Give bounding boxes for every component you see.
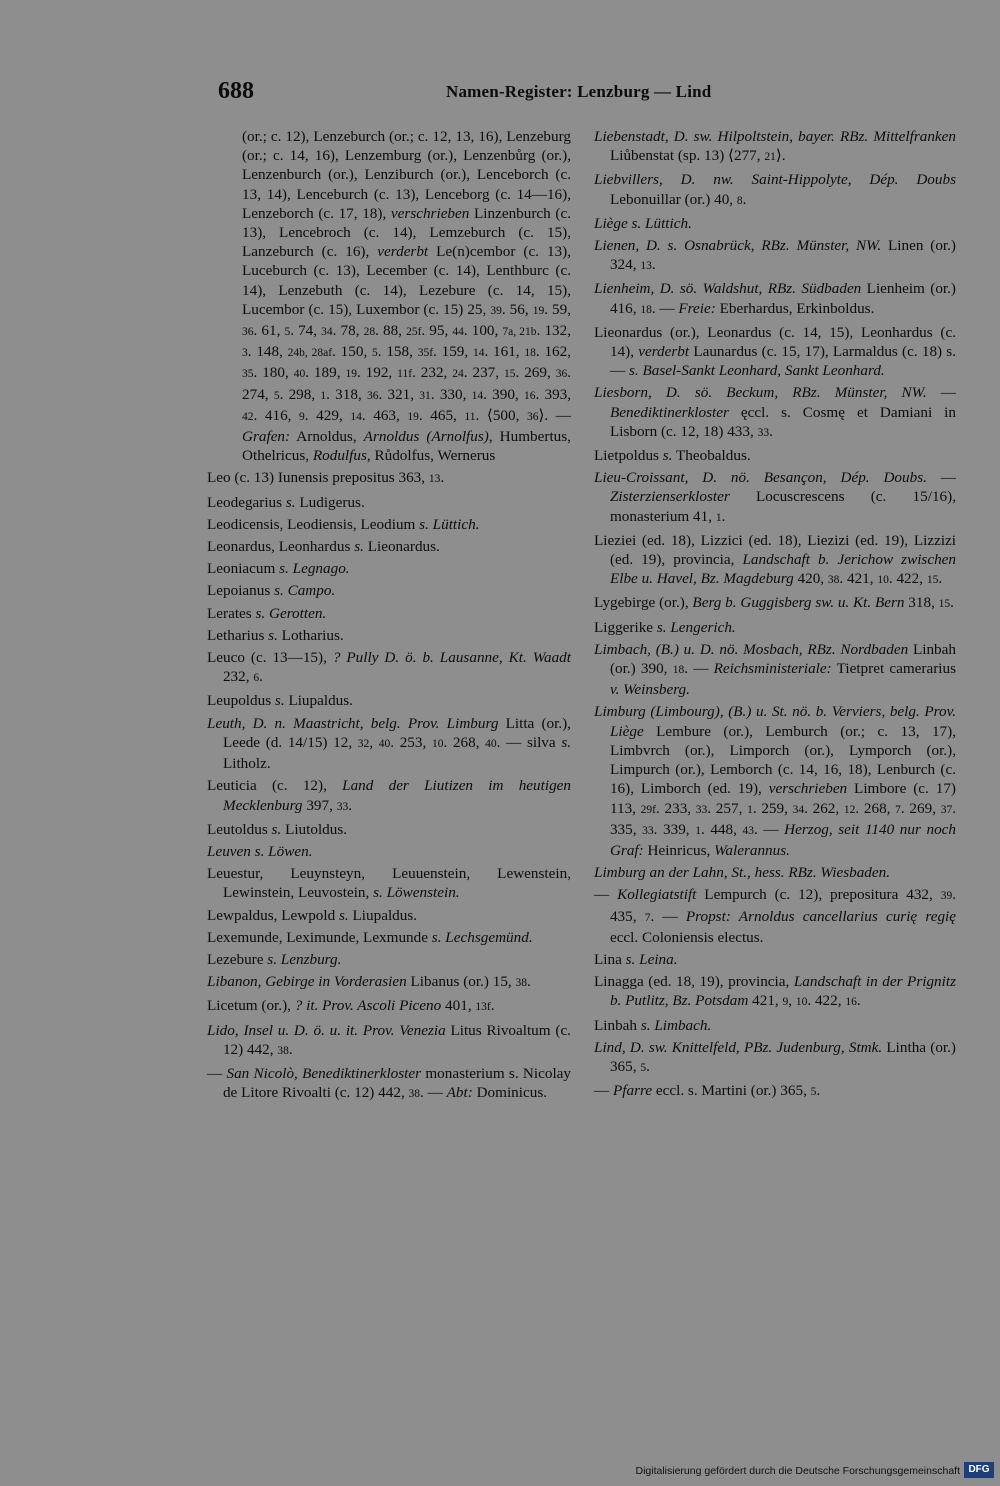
right-column [594,127,956,1105]
index-entry: Lygebirge (or.), Berg b. Guggisberg sw. u. Kt. Bern 318, 15. [594,594,954,612]
index-entry: Leuth, D. n. Maastricht, belg. Prov. Limburg Litta (or.), Leede (d. 14/15) 12, 32, 40. 253, 10. 268, 40. — silva s. Litholz. [207,714,572,773]
index-entry: Lienen, D. s. Osnabrück, RBz. Münster, NW. Linen (or.) 324, 13. [594,237,956,274]
index-entry: Leuticia (c. 12), Land der Liutizen im heutigen Mecklenburg 397, 33. [207,777,571,814]
footer-credit: Digitalisierung gefördert durch die Deutsche Forschungsgemeinschaft [635,1465,960,1477]
index-entry: Leodicensis, Leodiensis, Leodium s. Lüttich. [207,515,480,533]
index-entry: Liebenstadt, D. sw. Hilpoltstein, bayer. RBz. Mittelfranken Liůbenstat (sp. 13) ⟨277, 21⟩. [594,128,956,165]
index-entry: Liebvillers, D. nw. Saint-Hippolyte, Dép. Doubs Lebonuillar (or.) 40, 8. [594,171,956,208]
index-entry: Liggerike s. Lengerich. [594,618,736,636]
index-entry: Leoniacum s. Legnago. [207,560,350,578]
index-entry: Lieonardus (or.), Leonardus (c. 14, 15), Leonhardus (c. 14), verderbt Launardus (c. 15, 17), Larmaldus (c. 18) s. — s. Basel-Sankt Leonhard, Sankt Leonhard. [594,323,957,380]
index-entry: Leuco (c. 13—15), ? Pully D. ö. b. Lausanne, Kt. Waadt 232, 6. [207,649,571,686]
index-entry: Lienheim, D. sö. Waldshut, RBz. Südbaden Lienheim (or.) 416, 18. — Freie: Eberhardus, Erkinboldus. [594,280,956,317]
index-entry: Liège s. Lüttich. [594,214,692,232]
footer [0,1462,1000,1482]
index-entry: Lexemunde, Leximunde, Lexmunde s. Lechsgemünd. [207,928,533,946]
index-entry: — San Nicolò, Benediktinerkloster monasterium s. Nicolay de Litore Rivoalti (c. 12) 442, 38. — Abt: Dominicus. [207,1064,571,1102]
index-entry: — Kollegiatstift Lempurch (c. 12), prepositura 432, 39. 435, 7. — Propst: Arnoldus cancellarius curię regię eccl. Coloniensis electus. [594,886,957,946]
index-entry: Liesborn, D. sö. Beckum, RBz. Münster, NW. — Benediktinerkloster ęccl. s. Cosmę et Damiani in Lisborn (c. 12, 18) 433, 33. [594,384,956,440]
index-entry: Licetum (or.), ? it. Prov. Ascoli Piceno 401, 13f. [207,997,495,1015]
index-entry: Leuven s. Löwen. [207,842,313,860]
running-head: Namen-Register: Lenzburg — Lind [446,82,712,101]
page-number: 688 [218,78,254,104]
index-entry: Lina s. Leina. [594,950,678,968]
index-entry: Lieziei (ed. 18), Lizzici (ed. 18), Liezizi (ed. 19), Lizzizi (ed. 19), provincia, Landschaft b. Jerichow zwischen Elbe u. Havel, Bz. Magdeburg 420, 38. 421, 10. 422, 15. [594,531,956,588]
dfg-logo-icon: DFG [964,1462,994,1478]
index-entry: Limburg (Limbourg), (B.) u. St. nö. b. Verviers, belg. Prov. Liège Lembure (or.), Lemburch (or.; c. 13, 17), Limbvrch (or.), Limporch (or.), Lymporch (or.), Limpurch (or.), Lemborch (c. 14, 16, 18), Lenburch (c. 16), Limborch (ed. 19), verschrieben Limbore (c. 17) 113, 29f. 233, 33. 257, 1. 259, 34. 262, 12. 268, 7. 269, 37. 335, 33. 339, 1. 448, 43. — Herzog, seit 1140 nur noch Graf: Heinricus, Walerannus. [594,703,957,859]
index-entry: Linbah s. Limbach. [594,1016,712,1034]
index-entry: Leuestur, Leuynsteyn, Leuuenstein, Lewenstein, Lewinstein, Leuvostein, s. Löwenstein. [207,865,571,902]
page-header [0,78,1000,108]
index-entry: — Pfarre eccl. s. Martini (or.) 365, 5. [594,1082,821,1100]
index-entry: Leo (c. 13) Iunensis prepositus 363, 13. [207,469,445,487]
index-entry: Lepoianus s. Campo. [207,582,336,600]
index-entry: Lido, Insel u. D. ö. u. it. Prov. Venezia Litus Rivoaltum (c. 12) 442, 38. [207,1021,571,1058]
index-entry: Lind, D. sw. Knittelfeld, PBz. Judenburg, Stmk. Lintha (or.) 365, 5. [594,1038,956,1075]
index-entry: Lieu-Croissant, D. nö. Besançon, Dép. Doubs. — Zisterzienserkloster Locuscrescens (c. 15/16), monasterium 41, 1. [594,469,956,525]
index-entry: Letharius s. Lotharius. [207,626,344,644]
index-entry: Limbach, (B.) u. D. nö. Mosbach, RBz. Nordbaden Linbah (or.) 390, 18. — Reichsministeriale: Tietpret camerarius v. Weinsberg. [594,640,956,699]
index-entry: (or.; c. 12), Lenzeburch (or.; c. 12, 13, 16), Lenzeburg (or.; c. 14, 16), Lenzemburg (or.), Lenzenbůrg (or.), Lenzenburch (or.), Lenziburch (or.), Lenceborch (c. 13, 14), Lenceburch (c. 13), Lenceborg (c. 14—16), Lenzeborch (c. 17, 18), verschrieben Linzenburch (c. 13), Lencebroch (c. 14), Lemzeburch (c. 15), Lanzeburch (c. 16), verderbt Le(n)cembor (c. 13), Luceburch (c. 13), Lecember (c. 14), Lenthburc (c. 14), Lenzebuth (c. 14), Lezebure (c. 14, 15), Lucembor (c. 15), Luxembor (c. 15) 25, 39. 56, 19. 59, 36. 61, 5. 74, 34. 78, 28. 88, 25f. 95, 44. 100, 7a, 21b. 132, 3. 148, 24b, 28af. 150, 5. 158, 35f. 159, 14. 161, 18. 162, 35. 180, 40. 189, 19. 192, 11f. 232, 24. 237, 15. 269, 36. 274, 5. 298, 1. 318, 36. 321, 31. 330, 14. 390, 16. 393, 42. 416, 9. 429, 14. 463, 19. 465, 11. ⟨500, 36⟩. — Grafen: Arnoldus, Arnoldus (Arnolfus), Humbertus, Othelricus, Rodulfus, Růdolfus, Wernerus [242,128,572,465]
index-entry: Lietpoldus s. Theobaldus. [594,447,751,465]
left-column [207,127,571,1107]
index-entry: Limburg an der Lahn, St., hess. RBz. Wiesbaden. [594,864,891,882]
index-entry: Leodegarius s. Ludigerus. [207,493,365,511]
index-entry: Leupoldus s. Liupaldus. [207,692,353,710]
index-entry: Libanon, Gebirge in Vorderasien Libanus (or.) 15, 38. [207,973,531,991]
index-entry: Lerates s. Gerotten. [207,604,327,622]
index-entry: Leutoldus s. Liutoldus. [207,820,348,838]
index-entry: Linagga (ed. 18, 19), provincia, Landschaft in der Prignitz b. Putlitz, Bz. Potsdam 421, 9, 10. 422, 16. [594,973,956,1010]
index-entry: Lewpaldus, Lewpold s. Liupaldus. [207,906,418,924]
index-entry: Lezebure s. Lenzburg. [207,950,342,968]
index-entry: Leonardus, Leonhardus s. Lieonardus. [207,538,440,556]
